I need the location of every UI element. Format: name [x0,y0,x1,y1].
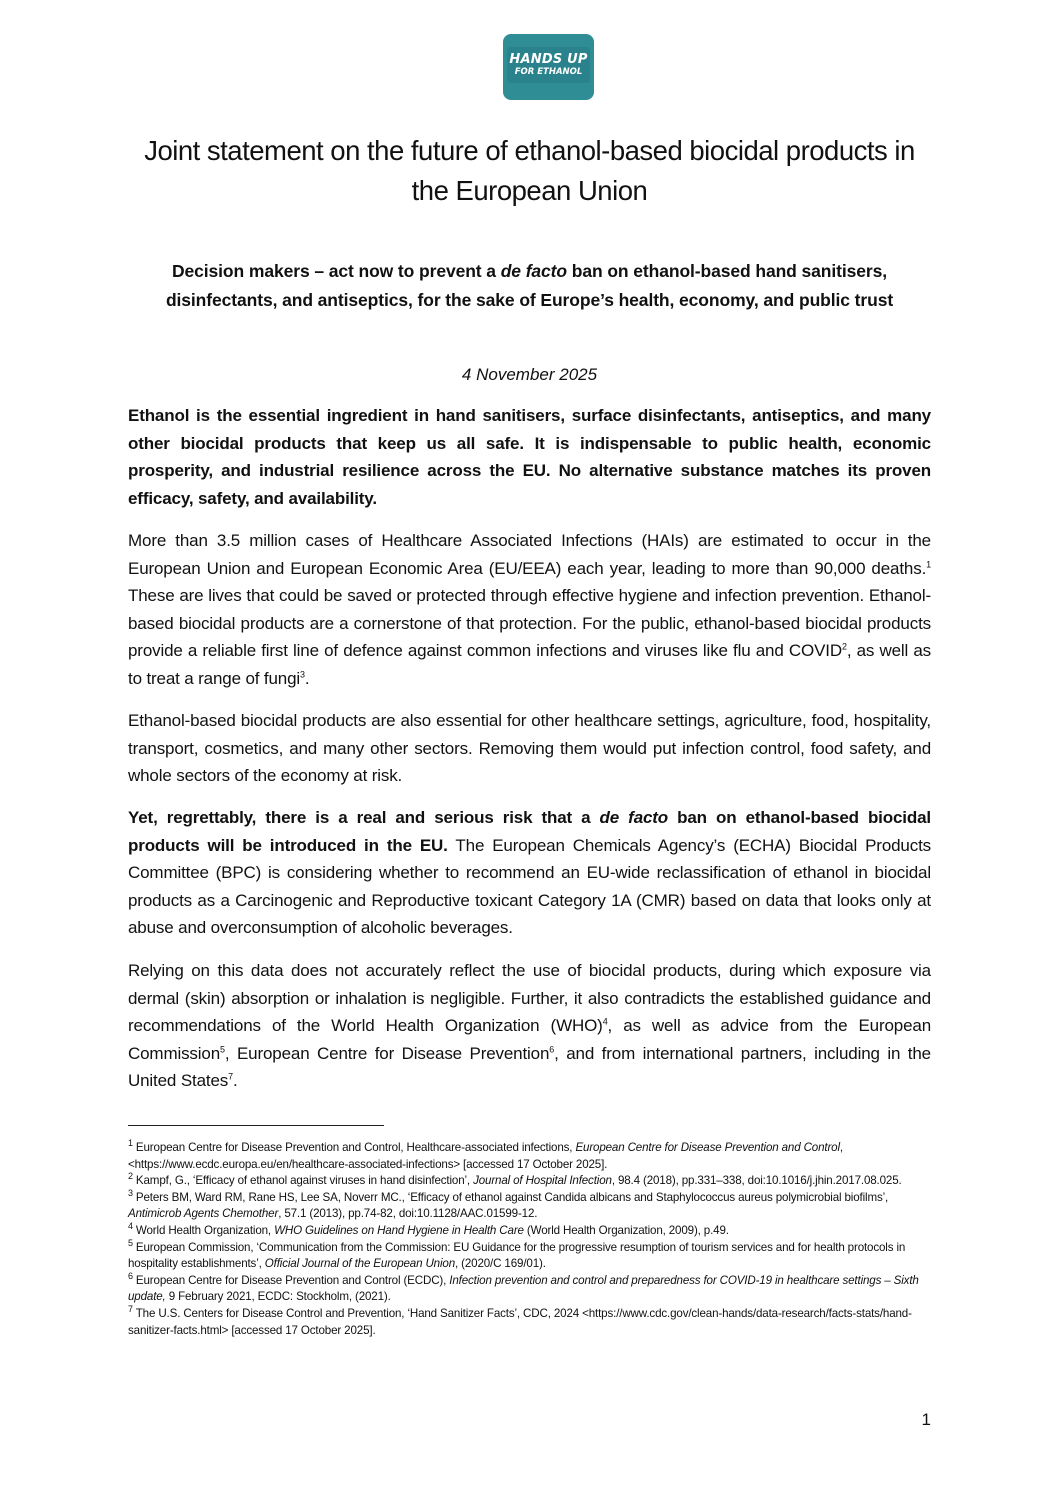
subtitle-part2: ban on ethanol-based hand sanitisers, disinfectants, and antiseptics, for the sake of Europe’s health, economy, and public trust [165,261,894,310]
footnote-ref-1[interactable]: 1 [926,558,931,569]
p3-bold-1: Yet, regrettably, there is a real and serious risk that a [128,808,600,827]
document-subtitle [128,257,931,315]
footnote-text: 9 February 2021, ECDC: Stockholm, (2021). [165,1290,391,1304]
footnote-4 [128,1223,928,1240]
page-number: 1 [921,1410,931,1429]
footnote-text: (World Health Organization, 2009), p.49. [523,1223,729,1237]
paragraph-hai-statistics [128,527,931,692]
footnote-text: European Centre for Disease Prevention and Control, Healthcare-associated infections, [132,1141,576,1154]
p4-text-d: , and from international partners, including in the United States [128,1043,931,1090]
footnote-number: 6 [128,1270,133,1281]
footnote-2 [128,1173,928,1190]
footnote-3 [128,1187,928,1223]
footnote-number: 3 [128,1187,133,1198]
p1-text-b: These are lives that could be saved or protected through effective hygiene and infection prevention. Ethanol-based biocidal products are a cornerstone of that protection. For the public, ethanol-based biocidal products provide a reliable first line of defence against common infections and viruses like flu and COVID [128,586,931,660]
document-title: Joint statement on the future of ethanol-based biocidal products in the European Union [144,135,915,206]
footnote-number: 7 [128,1304,133,1315]
footnote-text: , (2020/C 169/01). [455,1257,546,1271]
subtitle-part1: Decision makers – act now to prevent a [171,261,501,281]
p4-text-e: . [232,1071,238,1090]
footnote-ref-5[interactable]: 5 [220,1043,225,1054]
logo-text-line2: FOR ETHANOL [514,67,583,77]
document-date: 4 November 2025 [461,365,598,384]
footnote-text: The U.S. Centers for Disease Control and Prevention, ‘Hand Sanitizer Facts’, CDC, 2024 <https://www.cdc.gov/clean-hands/data-research/facts-stats/hand-sanitizer-facts.html> [accessed 17 October 2025]. [128,1306,912,1337]
p4-text-c: , European Centre for Disease Prevention [224,1043,550,1063]
footnote-source-title: Journal of Hospital Infection [473,1174,612,1188]
footnote-1 [128,1140,928,1173]
paragraph-guidance [128,957,931,1095]
footnote-text: , 98.4 (2018), pp.331–338, doi:10.1016/j.jhin.2017.08.025. [611,1174,902,1188]
footnote-divider [128,1125,384,1126]
footnote-number: 2 [128,1171,133,1182]
p3-bold-italic: de facto [599,808,669,827]
p3-rest: The European Chemicals Agency’s (ECHA) Biocidal Products Committee (BPC) is considering whether to recommend an EU-wide reclassification of ethanol in biocidal products as a Carcinogenic and Reproductive toxicant Category 1A (CMR) based on data that looks only at abuse and overconsumption of alcoholic beverages. [128,835,931,937]
footnote-source-title: Antimicrob Agents Chemother [128,1207,279,1221]
p4-text-a: Relying on this data does not accurately reflect the use of biocidal products, during which exposure via dermal (skin) absorption or inhalation is negligible. Further, it also contradicts the established guidance and recommendations of the World Health Organization (WHO) [128,961,931,1035]
p1-text-d: . [304,668,310,688]
footnote-number: 5 [128,1237,133,1248]
footnote-source-title: European Centre for Disease Prevention and Control [575,1141,840,1154]
footnote-source-title: Official Journal of the European Union [264,1257,456,1271]
footnote-ref-2[interactable]: 2 [841,641,847,652]
footnotes [128,1140,928,1339]
footnote-text: , 57.1 (2013), pp.74-82, doi:10.1128/AAC.01599-12. [278,1207,538,1221]
footnote-ref-4[interactable]: 4 [602,1016,608,1027]
p1-text-a: More than 3.5 million cases of Healthcare Associated Infections (HAIs) are estimated to occur in the European Union and European Economic Area (EU/EEA) each year, leading to more than 90,000 deaths. [128,531,931,578]
p3-bold-2: ban on ethanol-based biocidal products will be introduced in the EU. [128,808,931,855]
footnote-text: , <https://www.ecdc.europa.eu/en/healthcare-associated-infections> [accessed 17 October 2025]. [128,1141,843,1171]
footnote-number: 1 [128,1138,133,1149]
footnote-text: European Commission, ‘Communication from the Commission: EU Guidance for the progressive resumption of tourism services and for health protocols in hospitality establishments’, [128,1240,906,1271]
footnote-ref-6[interactable]: 6 [549,1043,555,1054]
logo-text-line1: HANDS UP [509,52,588,67]
footnote-text: Kampf, G., ‘Efficacy of ethanol against viruses in hand disinfection’, [132,1174,474,1188]
footnote-5 [128,1237,928,1273]
paragraph-sectors: Ethanol-based biocidal products are also essential for other healthcare settings, agriculture, food, hospitality, transport, cosmetics, and many other sectors. Removing them would put infection control, food safety, and whole sectors of the economy at risk. [128,711,931,785]
footnote-source-title: Infection prevention and control and preparedness for COVID-19 in healthcare settings – Sixth update, [128,1273,919,1304]
p1-text-c: , as well as to treat a range of fungi [128,641,931,688]
footnote-ref-7[interactable]: 7 [228,1071,233,1082]
logo-band [507,47,590,83]
footnote-ref-3[interactable]: 3 [300,668,305,679]
footnote-7 [128,1306,928,1339]
footnote-text: European Centre for Disease Prevention and Control (ECDC), [132,1273,450,1287]
p4-text-b: , as well as advice from the European Commission [128,1016,932,1063]
footnote-6 [128,1270,928,1306]
footnote-text: Peters BM, Ward RM, Rane HS, Lee SA, Noverr MC., ‘Efficacy of ethanol against Candida albicans and Staphylococcus aureus polymicrobial biofilms’, [132,1190,889,1204]
subtitle-italic: de facto [500,261,567,281]
hands-up-for-ethanol-logo [503,34,594,100]
footnote-source-title: WHO Guidelines on Hand Hygiene in Health Care [274,1223,524,1237]
paragraph-risk [128,804,931,942]
footnote-number: 4 [128,1221,133,1232]
footnote-text: World Health Organization, [132,1223,275,1237]
intro-paragraph: Ethanol is the essential ingredient in hand sanitisers, surface disinfectants, antiseptics, and many other biocidal products that keep us all safe. It is indispensable to public health, economic prosperity, and industrial resilience across the EU. No alternative substance matches its proven efficacy, safety, and availability. [128,406,931,508]
